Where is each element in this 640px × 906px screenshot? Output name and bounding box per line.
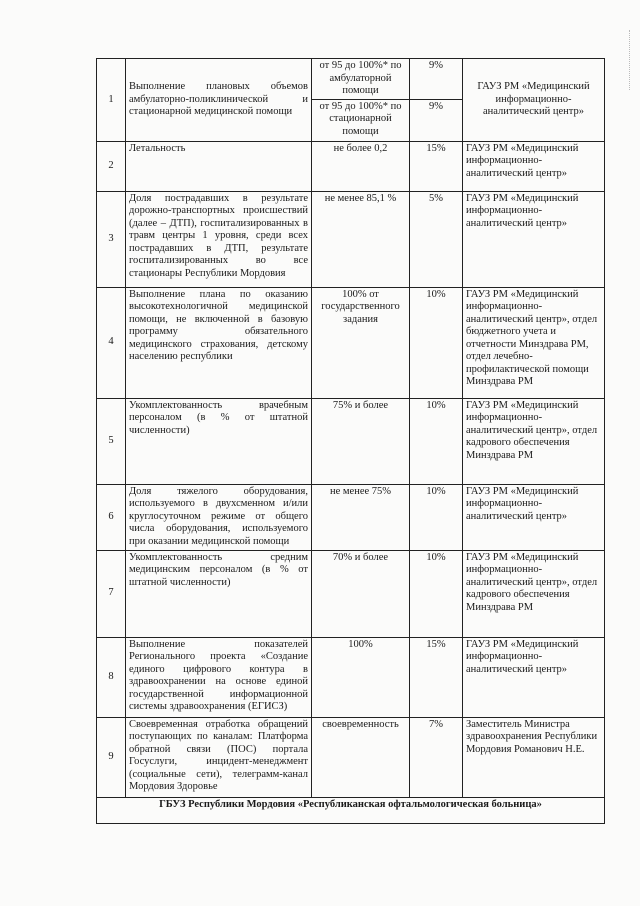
row-number: 3 <box>97 191 126 287</box>
table-row <box>97 717 605 797</box>
weight-cell: 5% <box>410 191 463 287</box>
responsible-cell: ГАУЗ РМ «Медицинский информационно-аналитический центр» <box>463 59 605 142</box>
indicator-cell: Укомплектованность средним медицинским персоналом (в % от штатной численности) <box>126 550 312 637</box>
table-row <box>97 550 605 637</box>
weight-cell: 7% <box>410 717 463 797</box>
row-number: 7 <box>97 550 126 637</box>
responsible-cell: ГАУЗ РМ «Медицинский информационно-аналитический центр» <box>463 484 605 550</box>
indicators-table <box>96 58 605 824</box>
row-number: 4 <box>97 287 126 398</box>
responsible-cell: ГАУЗ РМ «Медицинский информационно-аналитический центр» <box>463 141 605 191</box>
section-heading: ГБУЗ Республики Мордовия «Республиканская офтальмологическая больница» <box>97 797 605 823</box>
weight-cell: 15% <box>410 637 463 717</box>
indicator-cell: Выполнение плановых объемов амбулаторно-поликлинической и стационарной медицинской помощи <box>126 59 312 142</box>
responsible-cell: ГАУЗ РМ «Медицинский информационно-аналитический центр» <box>463 191 605 287</box>
table-row <box>97 637 605 717</box>
weight-cell: 9% <box>410 99 463 141</box>
value-cell: не менее 85,1 % <box>312 191 410 287</box>
indicator-cell: Своевременная отработка обращений поступающих по каналам: Платформа обратной связи (ПОС) портала Госуслуги, инцидент-менеджмент (социальные сети), телеграмм-канал Мордовия Здоровье <box>126 717 312 797</box>
responsible-cell: ГАУЗ РМ «Медицинский информационно-аналитический центр», отдел бюджетного учета и отчетности Минздрава РМ, отдел лечебно-профилактической помощи Минздрава РМ <box>463 287 605 398</box>
indicator-cell: Доля тяжелого оборудования, используемого в двухсменном и/или круглосуточном режиме от общего числа оборудования, используемого при оказании медицинской помощи <box>126 484 312 550</box>
weight-cell: 10% <box>410 550 463 637</box>
indicator-cell: Укомплектованность врачебным персоналом (в % от штатной численности) <box>126 398 312 484</box>
indicator-cell: Выполнение показателей Регионального проекта «Создание единого цифрового контура в здравоохранении на основе единой государственной информационной системы здравоохранения (ЕГИСЗ) <box>126 637 312 717</box>
row-number: 8 <box>97 637 126 717</box>
table-row <box>97 398 605 484</box>
value-cell: не более 0,2 <box>312 141 410 191</box>
responsible-cell: ГАУЗ РМ «Медицинский информационно-аналитический центр», отдел кадрового обеспечения Минздрава РМ <box>463 398 605 484</box>
weight-cell: 10% <box>410 287 463 398</box>
responsible-cell: Заместитель Министра здравоохранения Республики Мордовия Романович Н.Е. <box>463 717 605 797</box>
responsible-cell: ГАУЗ РМ «Медицинский информационно-аналитический центр» <box>463 637 605 717</box>
row-number: 6 <box>97 484 126 550</box>
value-cell: 100% от государственного задания <box>312 287 410 398</box>
row-number: 5 <box>97 398 126 484</box>
section-heading-row <box>97 797 605 823</box>
value-cell: 70% и более <box>312 550 410 637</box>
indicator-cell: Выполнение плана по оказанию высокотехнологичной медицинской помощи, не включенной в базовую программу обязательного медицинского страхования, детскому населению республики <box>126 287 312 398</box>
table-row <box>97 141 605 191</box>
value-cell: от 95 до 100%* по амбулаторной помощи <box>312 59 410 100</box>
value-cell: 100% <box>312 637 410 717</box>
scan-margin-mark <box>629 30 634 90</box>
weight-cell: 10% <box>410 484 463 550</box>
table-row <box>97 484 605 550</box>
weight-cell: 10% <box>410 398 463 484</box>
weight-cell: 15% <box>410 141 463 191</box>
table-row <box>97 191 605 287</box>
row-number: 1 <box>97 59 126 142</box>
row-number: 9 <box>97 717 126 797</box>
indicator-cell: Летальность <box>126 141 312 191</box>
value-cell: не менее 75% <box>312 484 410 550</box>
value-cell: своевременность <box>312 717 410 797</box>
indicator-cell: Доля пострадавших в результате дорожно-транспортных происшествий (далее – ДТП), госпитализированных в травм центры 1 уровня, среди всех пострадавших в ДТП, результате госпитализированных во все стационары Республики Мордовия <box>126 191 312 287</box>
table-row <box>97 287 605 398</box>
table-row <box>97 59 605 100</box>
responsible-cell: ГАУЗ РМ «Медицинский информационно-аналитический центр», отдел кадрового обеспечения Минздрава РМ <box>463 550 605 637</box>
value-cell: от 95 до 100%* по стационарной помощи <box>312 99 410 141</box>
weight-cell: 9% <box>410 59 463 100</box>
row-number: 2 <box>97 141 126 191</box>
value-cell: 75% и более <box>312 398 410 484</box>
